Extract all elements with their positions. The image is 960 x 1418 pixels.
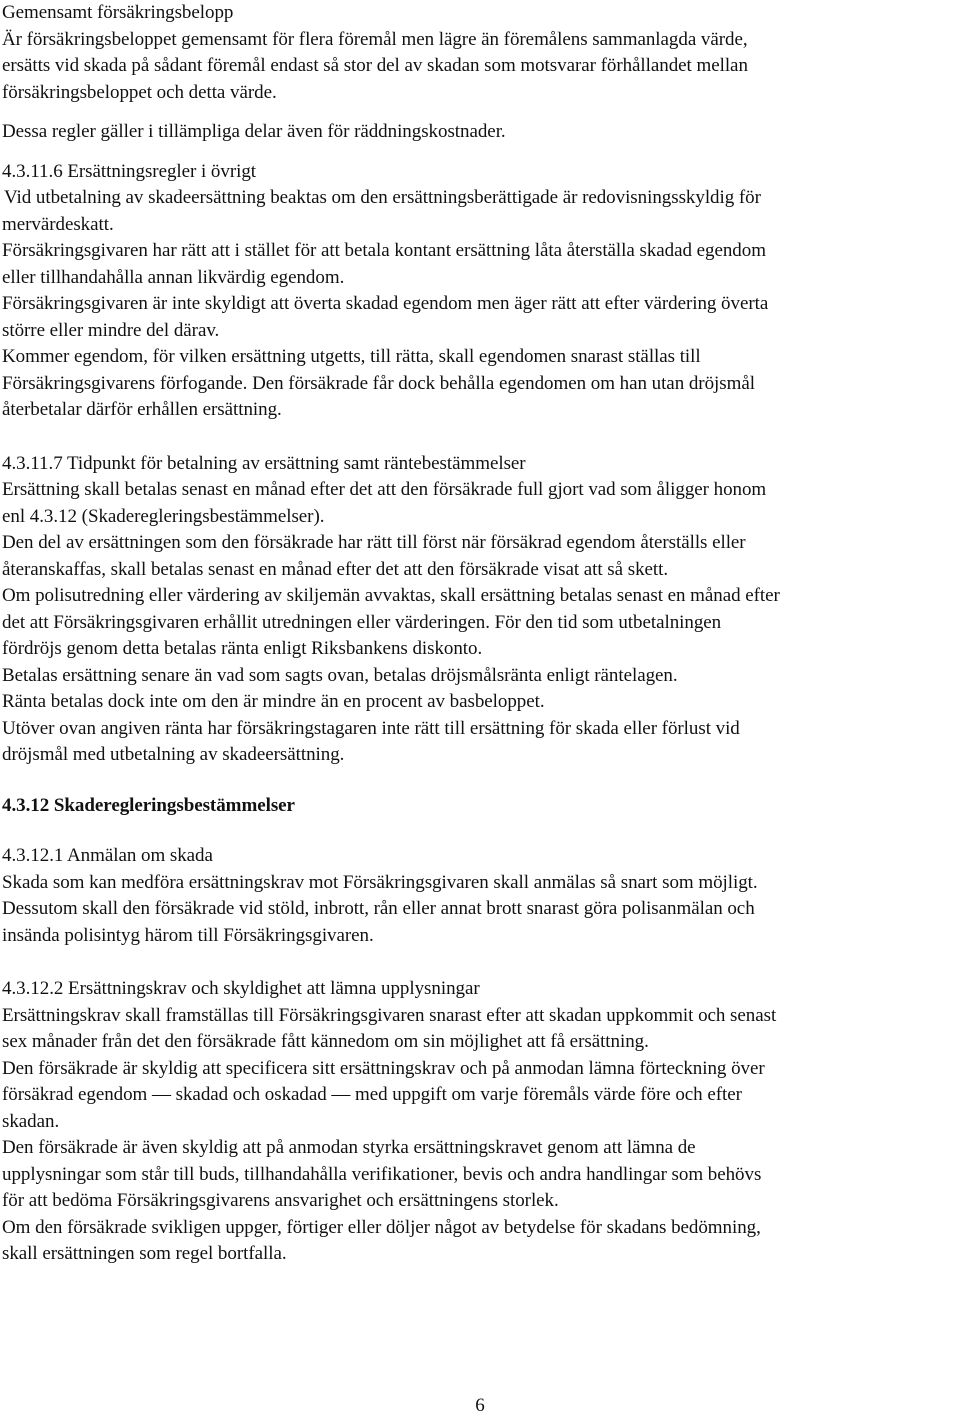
paragraph-line: Skada som kan medföra ersättningskrav mot Försäkringsgivaren skall anmälas så snart som möjligt.	[2, 871, 758, 893]
section-heading-gemensamt: Gemensamt försäkringsbelopp	[2, 2, 234, 23]
paragraph-line: Vid utbetalning av skadeersättning beaktas om den ersättningsberättigade är redovisningsskyldig för	[4, 187, 761, 208]
paragraph-line: Försäkringsgivaren är inte skyldigt att överta skadad egendom men äger rätt att efter värdering överta	[2, 293, 769, 314]
paragraph-line: för att bedöma Försäkringsgivarens ansvarighet och ersättningens storlek.	[2, 1190, 559, 1211]
paragraph-line: fördröjs genom detta betalas ränta enligt Riksbankens diskonto.	[2, 638, 483, 659]
paragraph-line: upplysningar som står till buds, tillhandahålla verifikationer, bevis och andra handlingar som behövs	[2, 1163, 762, 1185]
paragraph-line: dröjsmål med utbetalning av skadeersättning.	[2, 744, 345, 765]
paragraph-line: skall ersättningen som regel bortfalla.	[2, 1243, 287, 1264]
paragraph-line: Den försäkrade är även skyldig att på anmodan styrka ersättningskravet genom att lämna de	[2, 1137, 696, 1158]
paragraph-line: Ersättning skall betalas senast en månad efter det att den försäkrade full gjort vad som åligger honom	[2, 479, 767, 500]
paragraph-line: Ränta betalas dock inte om den är mindre än en procent av basbeloppet.	[2, 691, 545, 712]
paragraph-line: Utöver ovan angiven ränta har försäkringstagaren inte rätt till ersättning för skada eller förlust vid	[2, 717, 740, 739]
paragraph-line: Kommer egendom, för vilken ersättning utgetts, till rätta, skall egendomen snarast ställas till	[2, 346, 701, 367]
paragraph-line: Om den försäkrade svikligen uppger, förtiger eller döljer något av betydelse för skadans bedömning,	[2, 1216, 761, 1238]
paragraph-line: Dessa regler gäller i tillämpliga delar även för räddningskostnader.	[2, 121, 506, 142]
paragraph-spacer	[2, 424, 960, 451]
paragraph-line: Är försäkringsbeloppet gemensamt för flera föremål men lägre än föremålens sammanlagda värde,	[2, 28, 748, 50]
paragraph-line: skadan.	[2, 1110, 60, 1132]
paragraph-line: enl 4.3.12 (Skaderegleringsbestämmelser).	[2, 505, 325, 527]
paragraph-spacer	[2, 819, 960, 843]
paragraph-spacer	[2, 146, 960, 159]
section-heading-4-3-12: 4.3.12 Skaderegleringsbestämmelser	[2, 794, 295, 816]
paragraph-line: Dessutom skall den försäkrade vid stöld, inbrott, rån eller annat brott snarast göra polisanmälan och	[2, 898, 755, 919]
paragraph-line: försäkringsbeloppet och detta värde.	[2, 81, 277, 103]
paragraph-line: Betalas ersättning senare än vad som sagts ovan, betalas dröjsmålsränta enligt räntelagen.	[2, 664, 678, 686]
page-number: 6	[475, 1395, 485, 1416]
paragraph-line: återbetalar därför erhållen ersättning.	[2, 399, 282, 420]
paragraph-line: större eller mindre del därav.	[2, 319, 220, 341]
paragraph-line: Ersättningskrav skall framställas till Försäkringsgivaren snarast efter att skadan uppkommit och senast	[2, 1004, 777, 1026]
paragraph-line: insända polisintyg härom till Försäkringsgivaren.	[2, 924, 374, 946]
paragraph-line: Den försäkrade är skyldig att specificera sitt ersättningskrav och på anmodan lämna förteckning över	[2, 1057, 765, 1079]
paragraph-line: försäkrad egendom — skadad och oskadad — med uppgift om varje föremåls värde före och efter	[2, 1084, 742, 1105]
paragraph-spacer	[2, 949, 960, 976]
paragraph-line: mervärdeskatt.	[2, 213, 114, 235]
paragraph-line: eller tillhandahålla annan likvärdig egendom.	[2, 266, 345, 288]
paragraph-line: Den del av ersättningen som den försäkrade har rätt till först när försäkrad egendom återställs eller	[2, 532, 746, 553]
section-heading-4-3-11-7: 4.3.11.7 Tidpunkt för betalning av ersättning samt räntebestämmelser	[2, 452, 526, 474]
paragraph-line: Om polisutredning eller värdering av skiljemän avvaktas, skall ersättning betalas senast en månad efter	[2, 585, 780, 606]
paragraph-line: återanskaffas, skall betalas senast en månad efter det att den försäkrade visat att så skett.	[2, 558, 669, 580]
paragraph-spacer	[2, 106, 960, 119]
paragraph-line: ersätts vid skada på sådant föremål endast så stor del av skadan som motsvarar förhållandet mellan	[2, 55, 748, 76]
section-heading-4-3-12-1: 4.3.12.1 Anmälan om skada	[2, 845, 213, 866]
paragraph-line: Försäkringsgivaren har rätt att i stället för att betala kontant ersättning låta återställa skadad egendom	[2, 240, 766, 261]
paragraph-spacer	[2, 769, 960, 793]
paragraph-line: det att Försäkringsgivaren erhållit utredningen eller värderingen. För den tid som utbetalningen	[2, 611, 722, 633]
section-heading-4-3-11-6: 4.3.11.6 Ersättningsregler i övrigt	[2, 160, 256, 182]
paragraph-line: sex månader från det den försäkrade fått kännedom om sin möjlighet att få ersättning.	[2, 1031, 649, 1052]
section-heading-4-3-12-2: 4.3.12.2 Ersättningskrav och skyldighet att lämna upplysningar	[2, 978, 480, 999]
paragraph-line: Försäkringsgivarens förfogande. Den försäkrade får dock behålla egendomen om han utan dröjsmål	[2, 372, 755, 394]
